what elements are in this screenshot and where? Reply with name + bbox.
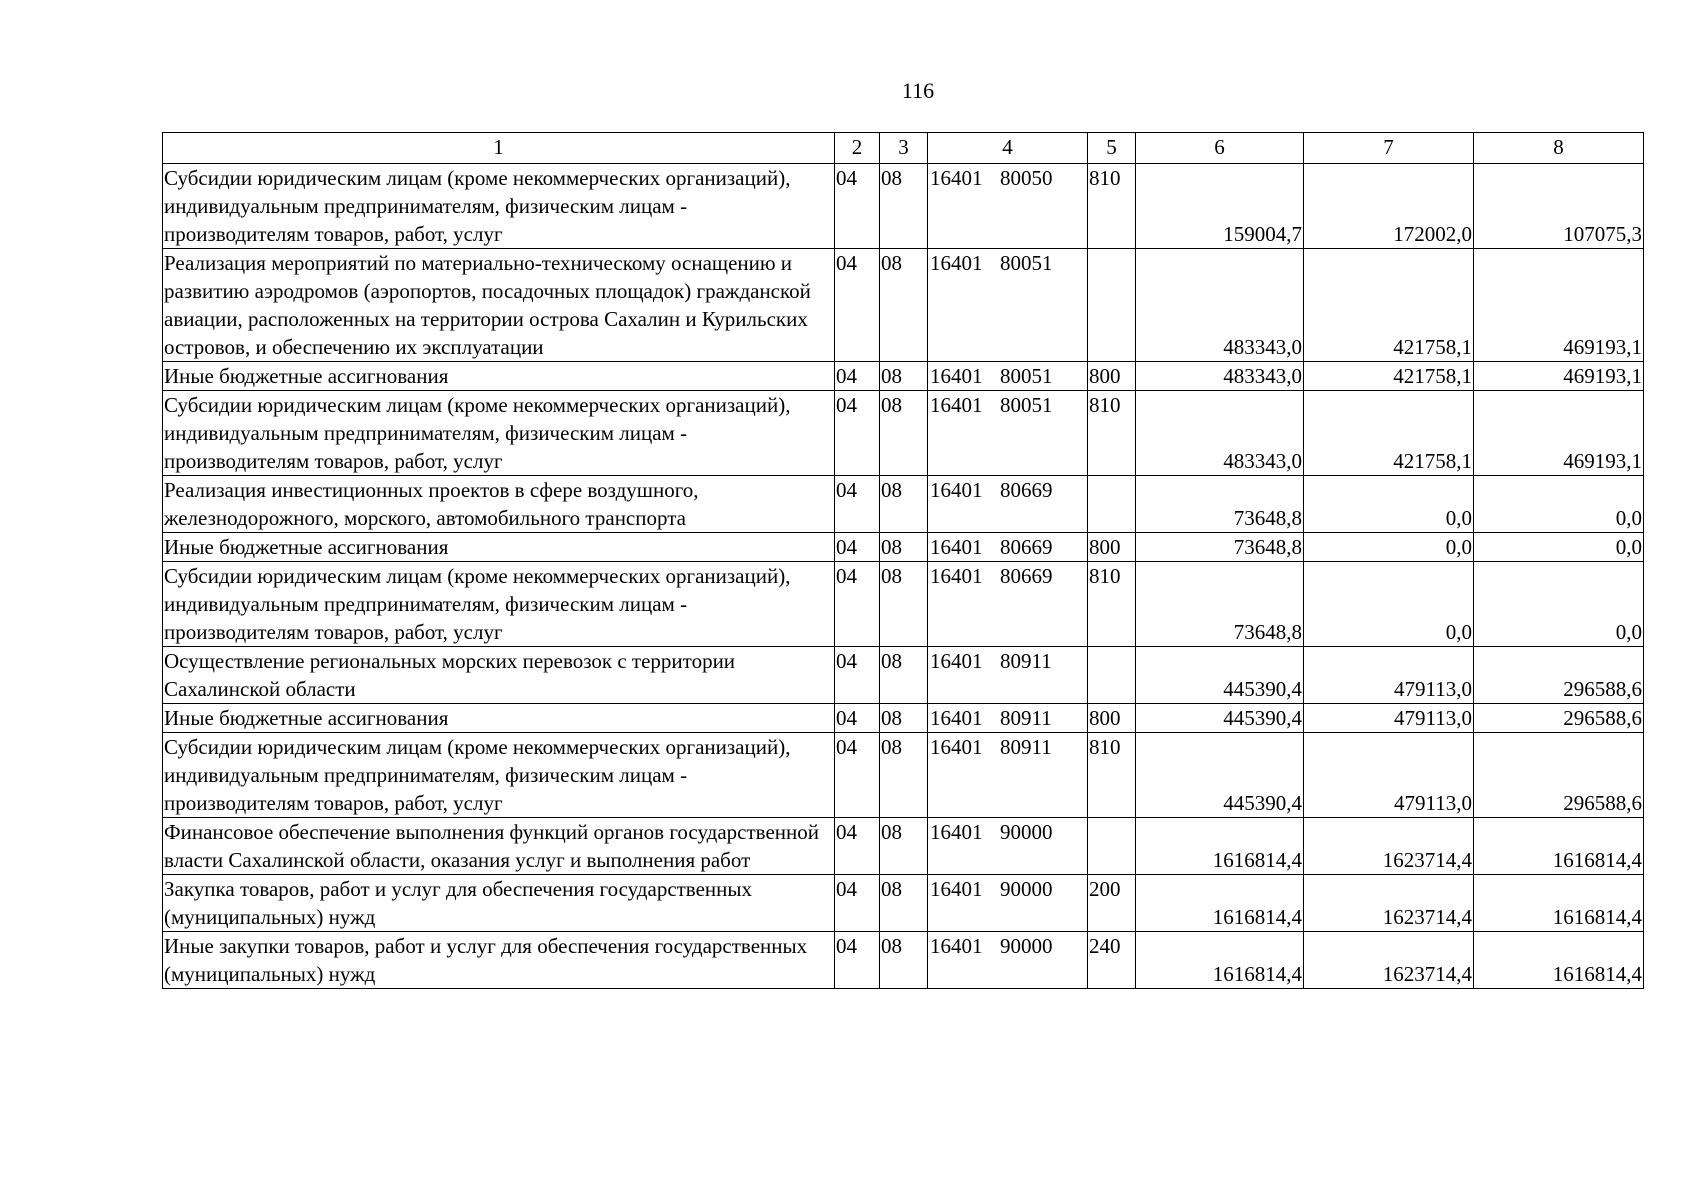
- row-subsection-code: 08: [880, 362, 928, 391]
- row-target-article: [928, 476, 1088, 533]
- row-amount-col6: 445390,4: [1136, 647, 1304, 704]
- row-name: Реализация инвестиционных проектов в сфере воздушного, железнодорожного, морского, автомобильного транспорта: [163, 476, 835, 533]
- row-expense-type-code: 800: [1088, 533, 1136, 562]
- row-section-code: 04: [835, 875, 880, 932]
- row-amount-col7: 479113,0: [1304, 704, 1474, 733]
- row-section-code: 04: [835, 362, 880, 391]
- row-section-code: 04: [835, 704, 880, 733]
- row-name: Субсидии юридическим лицам (кроме некоммерческих организаций), индивидуальным предпринимателям, физическим лицам - производителям товаров, работ, услуг: [163, 562, 835, 647]
- row-name: Иные бюджетные ассигнования: [163, 362, 835, 391]
- row-subsection-code: 08: [880, 391, 928, 476]
- row-target-direction-code: 90000: [1000, 934, 1053, 958]
- row-target-program-code: 16401: [930, 535, 983, 559]
- row-section-code: 04: [835, 476, 880, 533]
- row-target-direction-code: 80911: [1000, 649, 1052, 673]
- row-amount-col7: 1623714,4: [1304, 818, 1474, 875]
- row-amount-col8: 1616814,4: [1474, 932, 1644, 989]
- row-target-article: [928, 249, 1088, 362]
- row-expense-type-code: 810: [1088, 391, 1136, 476]
- header-cell: 7: [1304, 133, 1474, 164]
- row-target-program-code: 16401: [930, 251, 983, 275]
- header-cell: 1: [163, 133, 835, 164]
- row-amount-col8: 469193,1: [1474, 249, 1644, 362]
- row-expense-type-code: 800: [1088, 704, 1136, 733]
- row-subsection-code: 08: [880, 818, 928, 875]
- row-target-program-code: 16401: [930, 166, 983, 190]
- row-target-direction-code: 80051: [1000, 393, 1053, 417]
- row-amount-col8: 0,0: [1474, 476, 1644, 533]
- row-target-direction-code: 90000: [1000, 877, 1053, 901]
- table-row: [163, 875, 1644, 932]
- row-name: Иные бюджетные ассигнования: [163, 704, 835, 733]
- row-name: Реализация мероприятий по материально-техническому оснащению и развитию аэродромов (аэропортов, посадочных площадок) гражданской авиации, расположенных на территории острова Сахалин и Курильских островов, и обеспечению их эксплуатации: [163, 249, 835, 362]
- row-subsection-code: 08: [880, 562, 928, 647]
- row-subsection-code: 08: [880, 164, 928, 249]
- row-name: Закупка товаров, работ и услуг для обеспечения государственных (муниципальных) нужд: [163, 875, 835, 932]
- row-section-code: 04: [835, 391, 880, 476]
- row-target-direction-code: 90000: [1000, 820, 1053, 844]
- budget-table: [162, 132, 1644, 989]
- row-amount-col6: 73648,8: [1136, 562, 1304, 647]
- row-target-article: [928, 362, 1088, 391]
- row-expense-type-code: 810: [1088, 164, 1136, 249]
- row-subsection-code: 08: [880, 733, 928, 818]
- row-amount-col6: 1616814,4: [1136, 818, 1304, 875]
- row-section-code: 04: [835, 818, 880, 875]
- row-amount-col8: 1616814,4: [1474, 818, 1644, 875]
- row-section-code: 04: [835, 533, 880, 562]
- row-subsection-code: 08: [880, 647, 928, 704]
- row-target-direction-code: 80050: [1000, 166, 1053, 190]
- row-target-program-code: 16401: [930, 649, 983, 673]
- row-amount-col7: 0,0: [1304, 476, 1474, 533]
- row-amount-col7: 479113,0: [1304, 647, 1474, 704]
- row-target-direction-code: 80051: [1000, 251, 1053, 275]
- table-header-row: [163, 133, 1644, 164]
- table-row: [163, 562, 1644, 647]
- table-row: [163, 476, 1644, 533]
- row-amount-col8: 296588,6: [1474, 733, 1644, 818]
- row-target-article: [928, 875, 1088, 932]
- row-subsection-code: 08: [880, 875, 928, 932]
- row-amount-col7: 1623714,4: [1304, 932, 1474, 989]
- table-row: [163, 704, 1644, 733]
- row-expense-type-code: [1088, 647, 1136, 704]
- row-target-program-code: 16401: [930, 564, 983, 588]
- row-amount-col6: 483343,0: [1136, 249, 1304, 362]
- header-cell: 2: [835, 133, 880, 164]
- row-target-direction-code: 80911: [1000, 735, 1052, 759]
- row-amount-col8: 1616814,4: [1474, 875, 1644, 932]
- row-amount-col6: 73648,8: [1136, 533, 1304, 562]
- row-target-program-code: 16401: [930, 735, 983, 759]
- row-expense-type-code: 810: [1088, 562, 1136, 647]
- row-target-direction-code: 80669: [1000, 535, 1053, 559]
- row-amount-col6: 159004,7: [1136, 164, 1304, 249]
- row-amount-col8: 107075,3: [1474, 164, 1644, 249]
- row-target-article: [928, 562, 1088, 647]
- row-expense-type-code: 240: [1088, 932, 1136, 989]
- header-cell: 8: [1474, 133, 1644, 164]
- row-subsection-code: 08: [880, 249, 928, 362]
- row-name: Осуществление региональных морских перевозок с территории Сахалинской области: [163, 647, 835, 704]
- row-expense-type-code: [1088, 476, 1136, 533]
- row-target-program-code: 16401: [930, 478, 983, 502]
- row-subsection-code: 08: [880, 533, 928, 562]
- row-target-direction-code: 80911: [1000, 706, 1052, 730]
- row-target-article: [928, 647, 1088, 704]
- row-expense-type-code: [1088, 818, 1136, 875]
- row-name: Иные закупки товаров, работ и услуг для обеспечения государственных (муниципальных) нужд: [163, 932, 835, 989]
- row-amount-col8: 296588,6: [1474, 704, 1644, 733]
- row-section-code: 04: [835, 164, 880, 249]
- row-target-article: [928, 164, 1088, 249]
- row-amount-col6: 1616814,4: [1136, 932, 1304, 989]
- table-row: [163, 391, 1644, 476]
- row-amount-col7: 1623714,4: [1304, 875, 1474, 932]
- row-amount-col6: 483343,0: [1136, 391, 1304, 476]
- row-amount-col7: 421758,1: [1304, 391, 1474, 476]
- row-target-direction-code: 80051: [1000, 364, 1053, 388]
- row-name: Субсидии юридическим лицам (кроме некоммерческих организаций), индивидуальным предпринимателям, физическим лицам - производителям товаров, работ, услуг: [163, 164, 835, 249]
- row-amount-col8: 0,0: [1474, 533, 1644, 562]
- row-amount-col7: 172002,0: [1304, 164, 1474, 249]
- row-target-article: [928, 704, 1088, 733]
- row-amount-col6: 73648,8: [1136, 476, 1304, 533]
- row-target-direction-code: 80669: [1000, 564, 1053, 588]
- row-amount-col8: 469193,1: [1474, 362, 1644, 391]
- table-row: [163, 733, 1644, 818]
- row-target-program-code: 16401: [930, 934, 983, 958]
- header-cell: 3: [880, 133, 928, 164]
- header-cell: 4: [928, 133, 1088, 164]
- row-amount-col7: 0,0: [1304, 533, 1474, 562]
- row-name: Иные бюджетные ассигнования: [163, 533, 835, 562]
- row-target-program-code: 16401: [930, 877, 983, 901]
- row-name: Субсидии юридическим лицам (кроме некоммерческих организаций), индивидуальным предпринимателям, физическим лицам - производителям товаров, работ, услуг: [163, 391, 835, 476]
- page-number: 116: [901, 78, 935, 103]
- row-target-program-code: 16401: [930, 393, 983, 417]
- row-target-article: [928, 533, 1088, 562]
- row-target-program-code: 16401: [930, 820, 983, 844]
- table-row: [163, 533, 1644, 562]
- row-amount-col7: 421758,1: [1304, 362, 1474, 391]
- row-expense-type-code: 810: [1088, 733, 1136, 818]
- row-amount-col6: 1616814,4: [1136, 875, 1304, 932]
- row-amount-col7: 479113,0: [1304, 733, 1474, 818]
- table-row: [163, 362, 1644, 391]
- table-row: [163, 249, 1644, 362]
- row-amount-col8: 0,0: [1474, 562, 1644, 647]
- row-target-article: [928, 391, 1088, 476]
- header-cell: 6: [1136, 133, 1304, 164]
- row-target-article: [928, 733, 1088, 818]
- row-amount-col6: 445390,4: [1136, 733, 1304, 818]
- row-target-article: [928, 932, 1088, 989]
- row-target-program-code: 16401: [930, 364, 983, 388]
- table-row: [163, 647, 1644, 704]
- row-amount-col8: 296588,6: [1474, 647, 1644, 704]
- row-amount-col7: 421758,1: [1304, 249, 1474, 362]
- row-section-code: 04: [835, 249, 880, 362]
- row-amount-col6: 445390,4: [1136, 704, 1304, 733]
- row-section-code: 04: [835, 562, 880, 647]
- row-section-code: 04: [835, 733, 880, 818]
- row-amount-col6: 483343,0: [1136, 362, 1304, 391]
- row-target-article: [928, 818, 1088, 875]
- table-row: [163, 164, 1644, 249]
- row-subsection-code: 08: [880, 932, 928, 989]
- row-subsection-code: 08: [880, 476, 928, 533]
- row-name: Субсидии юридическим лицам (кроме некоммерческих организаций), индивидуальным предпринимателям, физическим лицам - производителям товаров, работ, услуг: [163, 733, 835, 818]
- row-amount-col8: 469193,1: [1474, 391, 1644, 476]
- row-section-code: 04: [835, 932, 880, 989]
- row-expense-type-code: [1088, 249, 1136, 362]
- row-target-program-code: 16401: [930, 706, 983, 730]
- row-expense-type-code: 800: [1088, 362, 1136, 391]
- row-amount-col7: 0,0: [1304, 562, 1474, 647]
- row-expense-type-code: 200: [1088, 875, 1136, 932]
- row-subsection-code: 08: [880, 704, 928, 733]
- row-section-code: 04: [835, 647, 880, 704]
- table-row: [163, 932, 1644, 989]
- row-name: Финансовое обеспечение выполнения функций органов государственной власти Сахалинской области, оказания услуг и выполнения работ: [163, 818, 835, 875]
- row-target-direction-code: 80669: [1000, 478, 1053, 502]
- header-cell: 5: [1088, 133, 1136, 164]
- table-row: [163, 818, 1644, 875]
